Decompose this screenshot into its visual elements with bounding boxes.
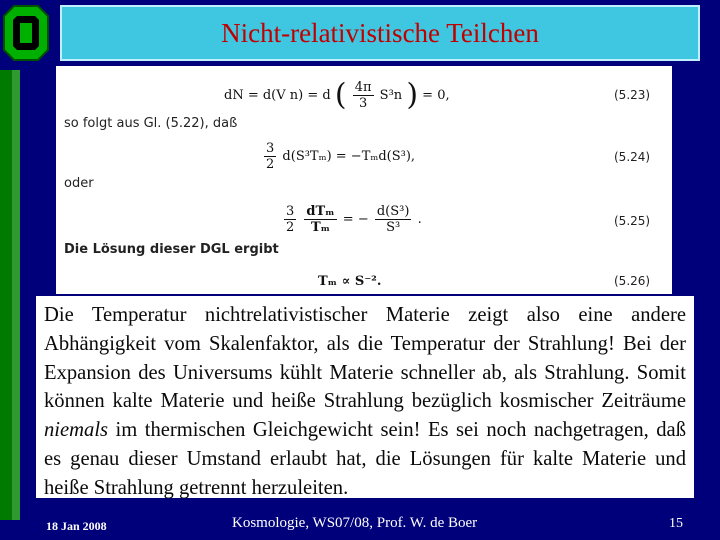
left-decor-bar-light (12, 70, 20, 520)
page-title: Nicht-relativistische Teilchen (221, 17, 539, 48)
fraction (284, 204, 296, 235)
fraction-numerator: d(S³) (376, 204, 410, 219)
equation-text: . (417, 212, 422, 227)
equation-text: = 0, (422, 88, 450, 103)
paragraph-text: Die Temperatur nichtrelativistischer Materie zeigt also eine andere Abhängigkeit vom Skalenfaktor, als die Temperatur der Strahlung! Bei der Expansion des Universums kühlt Materie schneller ab, als Strahlung. Somit können kalte Materie und heiße Strahlung bezüglich kosmischer Zeiträume (44, 304, 686, 413)
equation-text-line: so folgt aus Gl. (5.22), daß (64, 116, 238, 131)
equation-text: dN = d(V n) = d (224, 88, 331, 103)
fraction-denominator: 2 (266, 157, 275, 172)
equation-5-23 (224, 77, 450, 113)
conclusion-panel (36, 296, 694, 498)
fraction-numerator: 4π (354, 80, 372, 95)
equation-number: (5.25) (614, 214, 651, 228)
fraction-numerator: 3 (266, 141, 275, 156)
fraction-numerator: dTₘ (306, 204, 335, 219)
equation-text: S³n (379, 88, 403, 103)
fraction-denominator: 2 (286, 220, 295, 235)
equation-number: (5.24) (614, 150, 651, 164)
paragraph-text: im thermischen Gleichgewicht sein! Es sei noch nachgetragen, daß es genau dieser Umstand erlaubt hat, die Lösungen für kalte Materie und heiße Strahlung getrennt herzuleiten. (44, 419, 686, 499)
fraction (304, 204, 336, 235)
equation-text-line: Die Lösung dieser DGL ergibt (64, 242, 279, 257)
university-logo-icon (2, 4, 50, 62)
equation-text: = − (342, 212, 369, 227)
conclusion-paragraph (44, 301, 686, 503)
paren-right: ) (406, 77, 419, 113)
equation-text-line: oder (64, 176, 94, 191)
equation-number: (5.26) (614, 274, 651, 288)
fraction-denominator: 3 (358, 96, 368, 111)
equation-panel (56, 66, 672, 294)
equation-5-24 (262, 141, 415, 172)
fraction (264, 141, 276, 172)
fraction-denominator: S³ (386, 220, 401, 235)
page-number: 15 (669, 516, 683, 531)
footer-date: 18 Jan 2008 (46, 519, 107, 533)
title-bar (60, 5, 700, 61)
equation-5-26: Tₘ ∝ S⁻². (318, 274, 382, 289)
equation-5-25 (282, 204, 422, 235)
equation-text: d(S³Tₘ) = −Tₘd(S³), (282, 149, 416, 164)
left-decor-bar (0, 70, 12, 520)
equation-number: (5.23) (614, 88, 651, 102)
paren-left: ( (334, 77, 347, 113)
paragraph-emphasis: niemals (44, 419, 109, 442)
fraction-denominator: Tₘ (310, 220, 331, 235)
fraction (353, 80, 374, 111)
footer-course: Kosmologie, WS07/08, Prof. W. de Boer (232, 515, 478, 531)
fraction (375, 204, 412, 235)
fraction-numerator: 3 (286, 204, 295, 219)
